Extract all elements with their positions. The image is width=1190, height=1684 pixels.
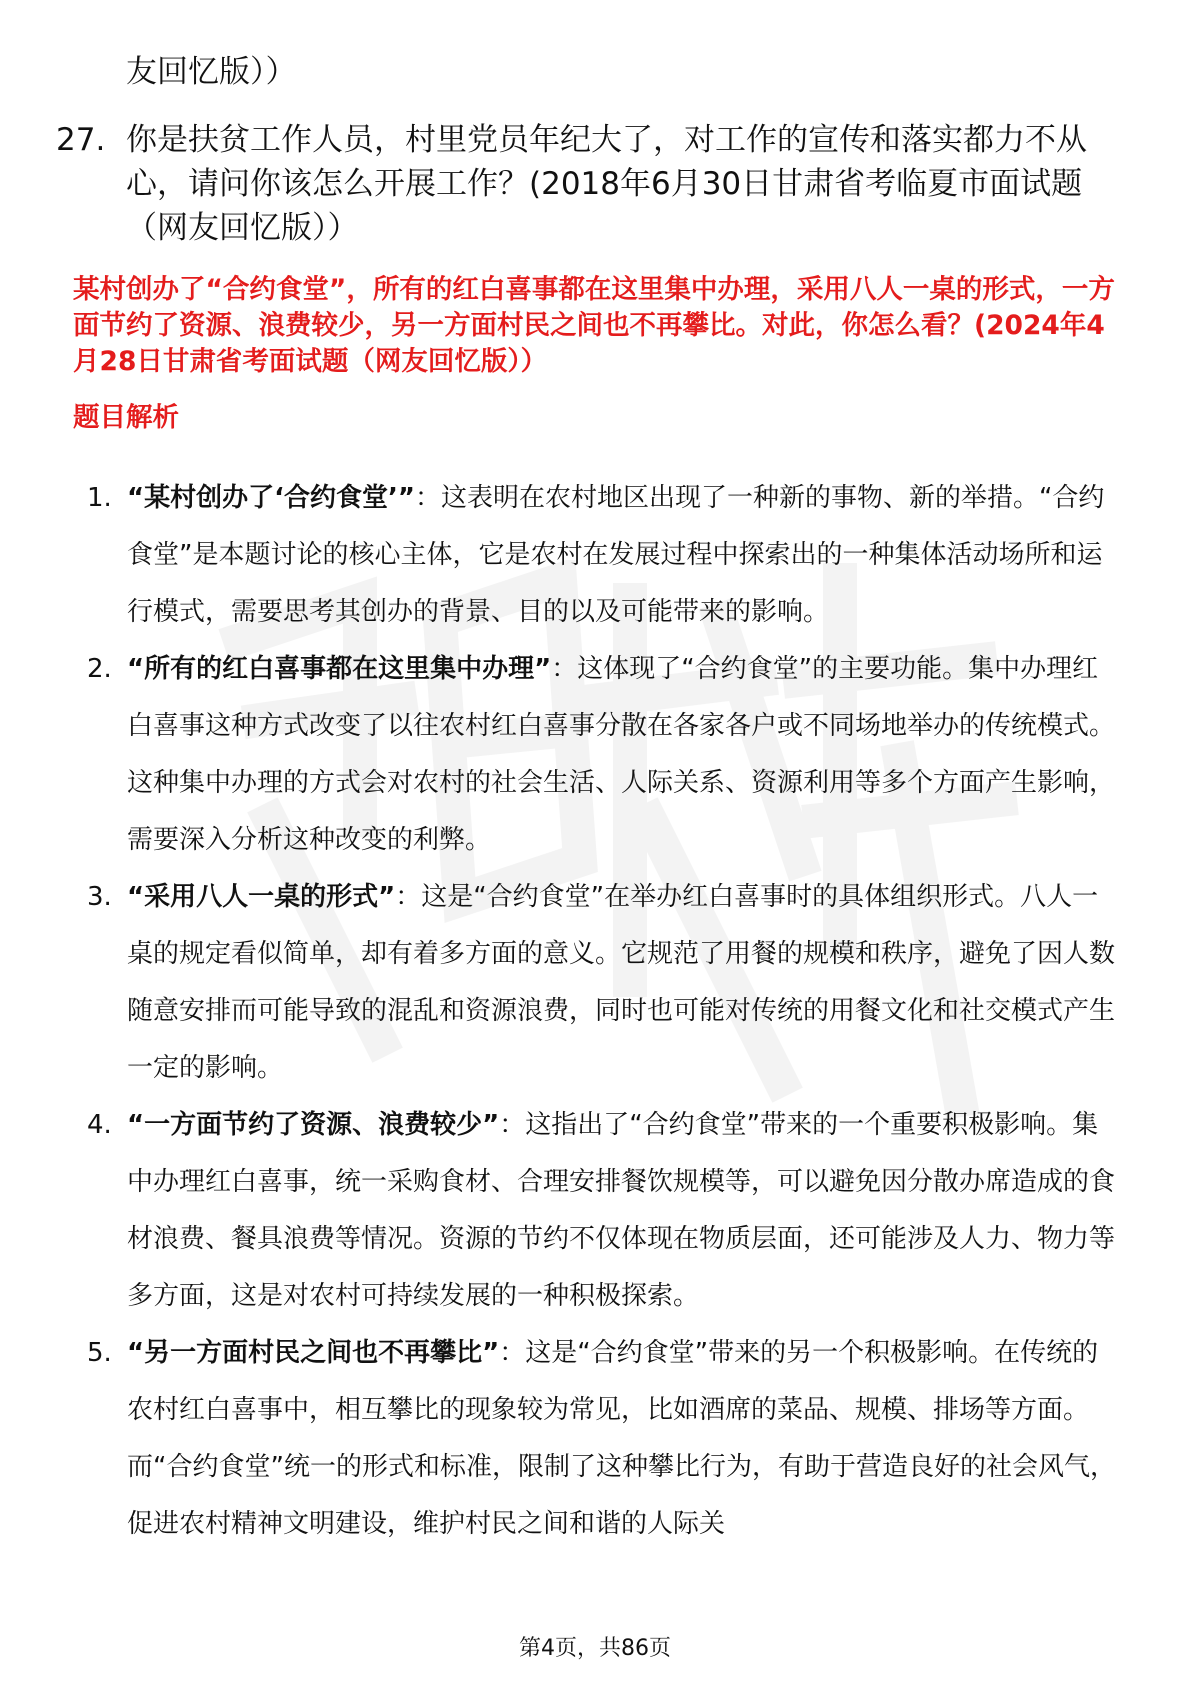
analysis-point xyxy=(73,1097,1123,1325)
analysis-point xyxy=(73,641,1123,869)
point-lead: “另一方面村民之间也不再攀比” xyxy=(127,1338,500,1368)
analysis-point xyxy=(73,470,1123,641)
point-lead: “所有的红白喜事都在这里集中办理” xyxy=(127,654,552,684)
point-body: ：这是“合约食堂”带来的另一个积极影响。在传统的农村红白喜事中，相互攀比的现象较为常见，比如酒席的菜品、规模、排场等方面。而“合约食堂”统一的形式和标准，限制了这种攀比行为，有助于营造良好的社会风气，促进农村精神文明建设，维护村民之间和谐的人际关 xyxy=(127,1338,1116,1539)
point-lead: “某村创办了‘合约食堂’” xyxy=(127,483,415,513)
point-body: ：这指出了“合约食堂”带来的一个重要积极影响。集中办理红白喜事，统一采购食材、合理安排餐饮规模等，可以避免因分散办席造成的食材浪费、餐具浪费等情况。资源的节约不仅体现在物质层面，还可能涉及人力、物力等多方面，这是对农村可持续发展的一种积极探索。 xyxy=(127,1110,1116,1311)
question-number: 27. xyxy=(56,122,106,158)
point-number: 4. xyxy=(87,1110,112,1140)
point-number: 2. xyxy=(87,654,112,684)
question-27 xyxy=(56,118,1136,250)
point-lead: “一方面节约了资源、浪费较少” xyxy=(127,1110,500,1140)
point-number: 5. xyxy=(87,1338,112,1368)
question-text: 你是扶贫工作人员，村里党员年纪大了，对工作的宣传和落实都力不从心，请问你该怎么开展工作？(2018年6月30日甘肃省考临夏市面试题（网友回忆版）） xyxy=(126,122,1087,246)
point-body: ：这表明在农村地区出现了一种新的事物、新的举措。“合约食堂”是本题讨论的核心主体，它是农村在发展过程中探索出的一种集体活动场所和运行模式，需要思考其创办的背景、目的以及可能带来的影响。 xyxy=(127,483,1105,627)
point-body: ：这体现了“合约食堂”的主要功能。集中办理红白喜事这种方式改变了以往农村红白喜事分散在各家各户或不同场地举办的传统模式。这种集中办理的方式会对农村的社会生活、人际关系、资源利用等多个方面产生影响，需要深入分析这种改变的利弊。 xyxy=(127,654,1116,855)
point-lead: “采用八人一桌的形式” xyxy=(127,882,396,912)
analysis-list xyxy=(73,470,1123,1553)
point-body: ：这是“合约食堂”在举办红白喜事时的具体组织形式。八人一桌的规定看似简单，却有着多方面的意义。它规范了用餐的规模和秩序，避免了因人数随意安排而可能导致的混乱和资源浪费，同时也可能对传统的用餐文化和社交模式产生一定的影响。 xyxy=(127,882,1116,1083)
analysis-point xyxy=(73,869,1123,1097)
point-number: 3. xyxy=(87,882,112,912)
section-title: 题目解析 xyxy=(73,402,179,433)
current-question: 某村创办了“合约食堂”，所有的红白喜事都在这里集中办理，采用八人一桌的形式，一方面节约了资源、浪费较少，另一方面村民之间也不再攀比。对此，你怎么看？(2024年4月28日甘肃省考面试题（网友回忆版）） xyxy=(73,274,1115,377)
page-number-footer: 第4页，共86页 xyxy=(519,1636,671,1661)
previous-question-tail: 友回忆版）） xyxy=(126,54,297,90)
analysis-point xyxy=(73,1325,1123,1553)
point-number: 1. xyxy=(87,483,112,513)
